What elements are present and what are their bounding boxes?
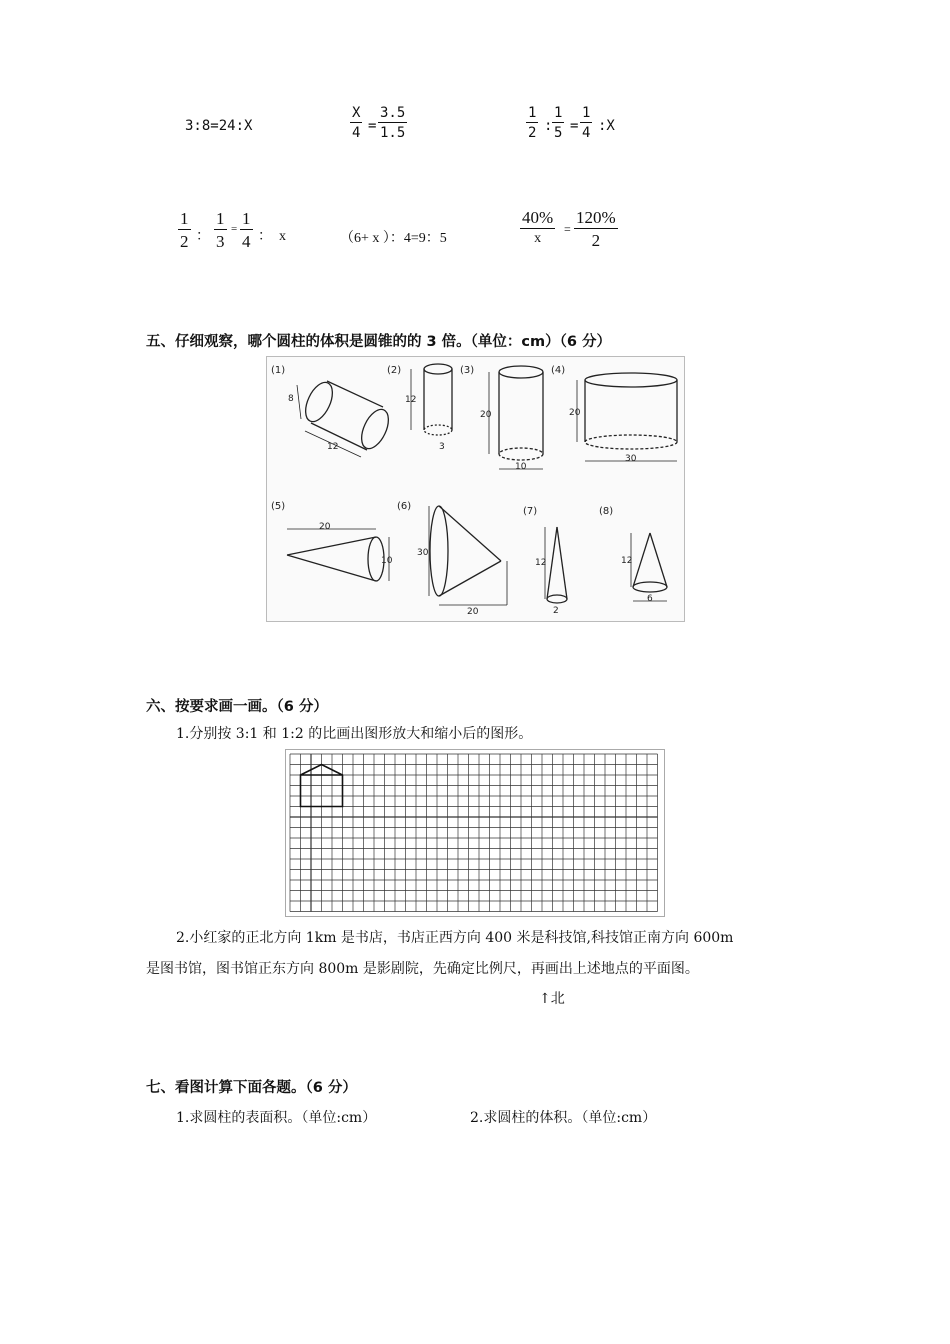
figure-8: [599, 506, 667, 604]
equation-1: 3:8=24:X: [185, 118, 253, 134]
dimension-label: 20: [467, 607, 479, 617]
north-arrow-label: ↑北: [539, 991, 565, 1007]
dimension-label: 20: [480, 410, 492, 420]
equals-sign: =: [570, 118, 579, 134]
figure-7: [523, 506, 567, 616]
figure-label: (3): [460, 365, 475, 376]
shapes-diagram: [267, 357, 684, 621]
dimension-label: 12: [327, 442, 339, 452]
denominator: 5: [554, 125, 563, 141]
fraction: [178, 210, 191, 250]
figure-label: (4): [551, 365, 566, 376]
figure-label: (7): [523, 506, 538, 517]
fraction: [574, 209, 618, 249]
equation-2: [350, 106, 410, 146]
fraction: [240, 210, 253, 250]
dimension-label: 12: [621, 556, 633, 566]
numerator: 1: [180, 209, 189, 228]
dimension-label: 12: [535, 558, 547, 568]
equation-4: [178, 210, 298, 260]
denominator: 2: [591, 231, 601, 250]
dimension-label: 12: [405, 395, 417, 405]
question-7-1: 1.求圆柱的表面积。（单位:cm）: [176, 1110, 377, 1126]
question-6-2-line-2: 是图书馆，图书馆正东方向 800m 是影剧院，先确定比例尺，再画出上述地点的平面图。: [146, 961, 699, 977]
equation-3: [526, 106, 636, 146]
equation-tail: :X: [598, 118, 615, 134]
equation-5: （6+ x ）：4=9：5: [340, 231, 447, 246]
figure-4: [551, 365, 677, 464]
figure-label: (8): [599, 506, 614, 517]
figure-label: (6): [397, 501, 412, 512]
fraction: [350, 106, 362, 140]
question-7-2: 2.求圆柱的体积。（单位:cm）: [470, 1110, 657, 1126]
denominator: 1.5: [380, 125, 406, 141]
numerator: 1: [528, 105, 537, 121]
grid-canvas[interactable]: [286, 750, 664, 916]
numerator: 1: [216, 209, 225, 228]
fraction: [526, 106, 538, 140]
equation-6: [520, 209, 630, 259]
figure-label: (2): [387, 365, 402, 376]
numerator: X: [352, 105, 361, 121]
dimension-label: 3: [439, 442, 445, 452]
section-7-title: 七、看图计算下面各题。（6 分）: [146, 1080, 357, 1096]
equals-sign: =: [564, 222, 571, 236]
fraction: [580, 106, 592, 140]
cylinder-cone-figures: [266, 356, 685, 622]
figure-6: [397, 501, 507, 617]
figure-1: [271, 365, 394, 457]
figure-label: (1): [271, 365, 286, 376]
question-6-2-line-1: 2.小红家的正北方向 1km 是书店，书店正西方向 400 米是科技馆,科技馆正南方向 600m: [176, 930, 734, 946]
dimension-label: 20: [319, 522, 331, 532]
numerator: 1: [554, 105, 563, 121]
ratio-sign: :: [544, 118, 553, 134]
denominator: 2: [528, 125, 537, 141]
dimension-label: 30: [417, 548, 429, 558]
fraction: [520, 209, 555, 246]
denominator: 4: [352, 125, 361, 141]
denominator: 2: [180, 232, 189, 251]
denominator: 4: [582, 125, 591, 141]
numerator: 1: [582, 105, 591, 121]
figure-3: [460, 365, 543, 472]
dimension-label: 2: [553, 606, 559, 616]
fraction: [214, 210, 227, 250]
figure-2: [387, 364, 452, 452]
denominator: 3: [216, 232, 225, 251]
dimension-label: 10: [515, 462, 527, 472]
dimension-label: 10: [381, 556, 393, 566]
dimension-label: 20: [569, 408, 581, 418]
numerator: 1: [242, 209, 251, 228]
equation-tail: ： x: [258, 229, 286, 244]
equals-sign: =: [368, 118, 377, 134]
numerator: 40%: [522, 208, 554, 227]
dimension-label: 6: [647, 594, 653, 604]
equals-sign: =: [231, 223, 238, 235]
numerator: 120%: [576, 208, 616, 227]
fraction: [378, 106, 407, 140]
question-6-1: 1.分别按 3:1 和 1:2 的比画出图形放大和缩小后的图形。: [176, 726, 533, 742]
dimension-label: 30: [625, 454, 637, 464]
figure-5: [271, 501, 393, 581]
drawing-grid[interactable]: [285, 749, 665, 917]
fraction: [552, 106, 564, 140]
figure-label: (5): [271, 501, 286, 512]
section-5-title: 五、仔细观察，哪个圆柱的体积是圆锥的的 3 倍。（单位：cm）（6 分）: [146, 334, 612, 350]
denominator: 4: [242, 232, 251, 251]
dimension-label: 8: [288, 394, 294, 404]
ratio-sign: ：: [196, 229, 210, 244]
denominator: x: [534, 231, 542, 246]
section-6-title: 六、按要求画一画。（6 分）: [146, 699, 328, 715]
numerator: 3.5: [380, 105, 406, 121]
